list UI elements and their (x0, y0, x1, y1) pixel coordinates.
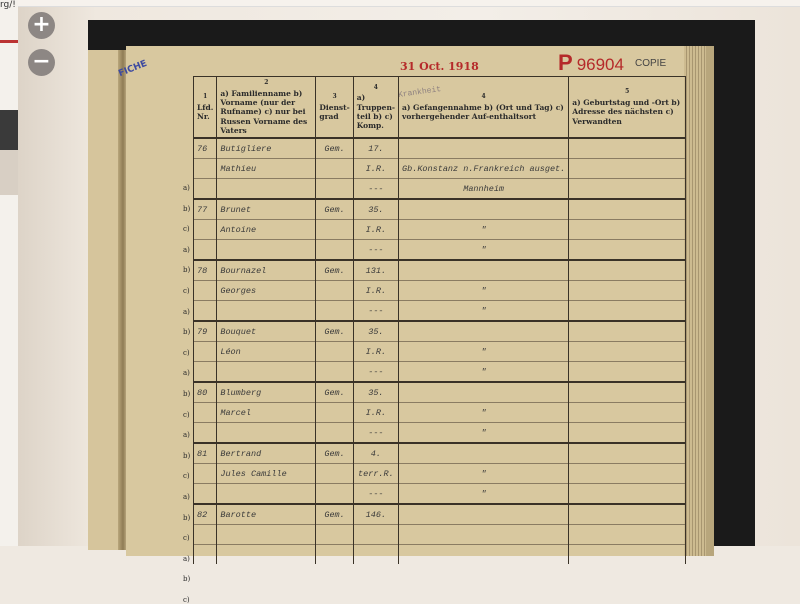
cell-unit: --- (353, 423, 398, 444)
cell-name (217, 525, 316, 545)
row-label: b) (183, 451, 191, 460)
cell-nr (194, 362, 217, 383)
table-row (194, 179, 686, 200)
top-bar (18, 0, 800, 7)
cell-name: Bournazel (217, 260, 316, 281)
cell-unit (353, 545, 398, 565)
row-label: a) (183, 245, 190, 254)
cell-capture: " (399, 484, 569, 505)
cell-unit: 17. (353, 138, 398, 159)
cell-capture: Gb.Konstanz n.Frankreich ausget. (399, 159, 569, 179)
table-row (194, 240, 686, 261)
header-birth: 5 a) Geburtstag und -Ort b) Adresse des nächsten c) Verwandten (569, 77, 686, 139)
table-row (194, 159, 686, 179)
cell-nr (194, 240, 217, 261)
cell-rank (316, 240, 353, 261)
cell-capture (399, 382, 569, 403)
cell-birth (569, 138, 686, 159)
row-label: a) (183, 554, 190, 563)
table-row (194, 403, 686, 423)
header-unit: 4 a) Truppen-teil b) c) Komp. (353, 77, 398, 139)
table-row (194, 504, 686, 525)
cell-name (217, 484, 316, 505)
cell-nr (194, 484, 217, 505)
cell-birth (569, 321, 686, 342)
header-capture: 4 a) Gefangennahme b) (Ort und Tag) c) vorhergehender Auf-enthaltsort (399, 77, 569, 139)
cell-nr: 81 (194, 443, 217, 464)
cell-nr (194, 464, 217, 484)
cell-nr: 82 (194, 504, 217, 525)
document-image-viewer[interactable] (88, 20, 755, 604)
cell-capture (399, 260, 569, 281)
cell-capture: " (399, 464, 569, 484)
row-label: c) (183, 596, 190, 604)
cell-unit: 4. (353, 443, 398, 464)
row-label: c) (183, 472, 190, 481)
cell-name (217, 423, 316, 444)
cell-unit: I.R. (353, 403, 398, 423)
cell-rank: Gem. (316, 321, 353, 342)
cell-capture (399, 504, 569, 525)
table-row (194, 281, 686, 301)
cell-unit: 146. (353, 504, 398, 525)
cell-unit: terr.R. (353, 464, 398, 484)
table-row (194, 443, 686, 464)
cell-nr (194, 423, 217, 444)
url-fragment: rg/! (0, 0, 16, 10)
cell-unit: I.R. (353, 159, 398, 179)
cell-nr (194, 342, 217, 362)
cell-nr: 76 (194, 138, 217, 159)
cell-capture: " (399, 281, 569, 301)
cell-name: Jules Camille (217, 464, 316, 484)
cell-capture (399, 199, 569, 220)
cell-rank (316, 179, 353, 200)
cell-unit: 131. (353, 260, 398, 281)
cell-name: Léon (217, 342, 316, 362)
cell-nr (194, 545, 217, 565)
cell-capture (399, 321, 569, 342)
left-panel-strip (0, 0, 18, 546)
table-row (194, 525, 686, 545)
table-row (194, 464, 686, 484)
table-row (194, 423, 686, 444)
cell-rank (316, 423, 353, 444)
cell-capture: Mannheim (399, 179, 569, 200)
cell-unit (353, 525, 398, 545)
cell-rank (316, 220, 353, 240)
cell-capture: " (399, 220, 569, 240)
cell-unit: I.R. (353, 220, 398, 240)
cell-capture (399, 443, 569, 464)
cell-capture: " (399, 301, 569, 322)
cell-birth (569, 281, 686, 301)
cell-rank: Gem. (316, 443, 353, 464)
cell-unit: 35. (353, 199, 398, 220)
row-label: b) (183, 328, 191, 337)
cell-birth (569, 260, 686, 281)
cell-unit: --- (353, 362, 398, 383)
table-row (194, 260, 686, 281)
cell-birth (569, 220, 686, 240)
cell-capture (399, 138, 569, 159)
date-stamp: 31 Oct. 1918 (400, 60, 479, 73)
cell-capture: " (399, 240, 569, 261)
cell-name (217, 362, 316, 383)
table-row (194, 342, 686, 362)
row-label: c) (183, 410, 190, 419)
overstamp: Krankheit (397, 85, 442, 100)
cell-name: Antoine (217, 220, 316, 240)
cell-rank (316, 159, 353, 179)
cell-rank (316, 525, 353, 545)
header-rank: 3 Dienst-grad (316, 77, 353, 139)
cell-unit: I.R. (353, 342, 398, 362)
cell-name: Bouquet (217, 321, 316, 342)
cell-nr (194, 220, 217, 240)
row-label: c) (183, 225, 190, 234)
cell-birth (569, 484, 686, 505)
cell-rank: Gem. (316, 138, 353, 159)
cell-unit: --- (353, 484, 398, 505)
table-row (194, 199, 686, 220)
cell-unit: 35. (353, 382, 398, 403)
cell-birth (569, 179, 686, 200)
cell-birth (569, 525, 686, 545)
cell-nr: 79 (194, 321, 217, 342)
cell-unit: 35. (353, 321, 398, 342)
cell-name: Brunet (217, 199, 316, 220)
register-body (194, 138, 686, 564)
cell-nr (194, 281, 217, 301)
cell-name: Marcel (217, 403, 316, 423)
cell-name: Bertrand (217, 443, 316, 464)
cell-rank (316, 281, 353, 301)
cell-name (217, 301, 316, 322)
right-page-edge (706, 46, 714, 556)
cell-birth (569, 362, 686, 383)
cell-rank: Gem. (316, 504, 353, 525)
table-row (194, 382, 686, 403)
table-row (194, 545, 686, 565)
cell-birth (569, 423, 686, 444)
row-label: c) (183, 348, 190, 357)
page-edges (684, 46, 706, 556)
page-number-stamp (558, 50, 624, 76)
panel-mid-block (0, 150, 18, 195)
cell-rank: Gem. (316, 382, 353, 403)
cell-unit: I.R. (353, 281, 398, 301)
cell-birth (569, 504, 686, 525)
row-label: b) (183, 513, 191, 522)
table-row (194, 362, 686, 383)
cell-birth (569, 545, 686, 565)
header-row (194, 77, 686, 139)
cell-capture: " (399, 342, 569, 362)
panel-accent (0, 40, 18, 43)
cell-nr: 80 (194, 382, 217, 403)
cell-rank (316, 301, 353, 322)
zoom-out-button[interactable]: − (28, 49, 55, 76)
register-table (193, 76, 686, 564)
cell-capture (399, 525, 569, 545)
cell-name: Mathieu (217, 159, 316, 179)
copie-label: COPIE (635, 58, 667, 69)
row-label: a) (183, 307, 190, 316)
cell-nr (194, 159, 217, 179)
cell-nr (194, 179, 217, 200)
fiche-stamp: FICHE (117, 58, 149, 80)
header-name: 2 a) Familienname b) Vorname (nur der Rufname) c) nur bei Russen Vorname des Vaters (217, 77, 316, 139)
cell-rank (316, 484, 353, 505)
cell-rank (316, 342, 353, 362)
cell-capture: " (399, 423, 569, 444)
cell-name: Blumberg (217, 382, 316, 403)
cell-birth (569, 443, 686, 464)
table-row (194, 321, 686, 342)
cell-nr (194, 525, 217, 545)
cell-rank (316, 362, 353, 383)
cell-birth (569, 464, 686, 484)
row-label: b) (183, 266, 191, 275)
row-label: c) (183, 534, 190, 543)
table-row (194, 301, 686, 322)
panel-dark-block (0, 110, 18, 150)
zoom-in-button[interactable]: + (28, 12, 55, 39)
cell-birth (569, 301, 686, 322)
row-label: b) (183, 204, 191, 213)
row-label: c) (183, 287, 190, 295)
cell-capture (399, 545, 569, 565)
cell-rank: Gem. (316, 199, 353, 220)
cell-birth (569, 159, 686, 179)
cell-rank (316, 403, 353, 423)
page-prefix: P (558, 50, 573, 75)
table-row (194, 484, 686, 505)
row-label: b) (183, 575, 191, 584)
cell-name (217, 179, 316, 200)
cell-unit: --- (353, 240, 398, 261)
cell-birth (569, 342, 686, 362)
cell-birth (569, 199, 686, 220)
row-label: b) (183, 390, 191, 398)
cell-nr: 77 (194, 199, 217, 220)
cell-name: Georges (217, 281, 316, 301)
cell-rank: Gem. (316, 260, 353, 281)
page-number: 96904 (576, 55, 624, 74)
cell-birth (569, 240, 686, 261)
cell-capture: " (399, 403, 569, 423)
row-label: a) (183, 184, 190, 192)
cell-nr: 78 (194, 260, 217, 281)
row-label: a) (183, 431, 190, 440)
table-row (194, 220, 686, 240)
cell-name: Butigliere (217, 138, 316, 159)
cell-name (217, 240, 316, 261)
cell-unit: --- (353, 301, 398, 322)
cell-nr (194, 301, 217, 322)
cell-nr (194, 403, 217, 423)
cell-rank (316, 464, 353, 484)
row-label: a) (183, 369, 190, 378)
header-nr: 1 Lfd. Nr. (194, 77, 217, 139)
cell-unit: --- (353, 179, 398, 200)
cell-name (217, 545, 316, 565)
cell-birth (569, 403, 686, 423)
cell-rank (316, 545, 353, 565)
row-label: a) (183, 493, 190, 501)
table-row (194, 138, 686, 159)
cell-name: Barotte (217, 504, 316, 525)
cell-capture: " (399, 362, 569, 383)
cell-birth (569, 382, 686, 403)
